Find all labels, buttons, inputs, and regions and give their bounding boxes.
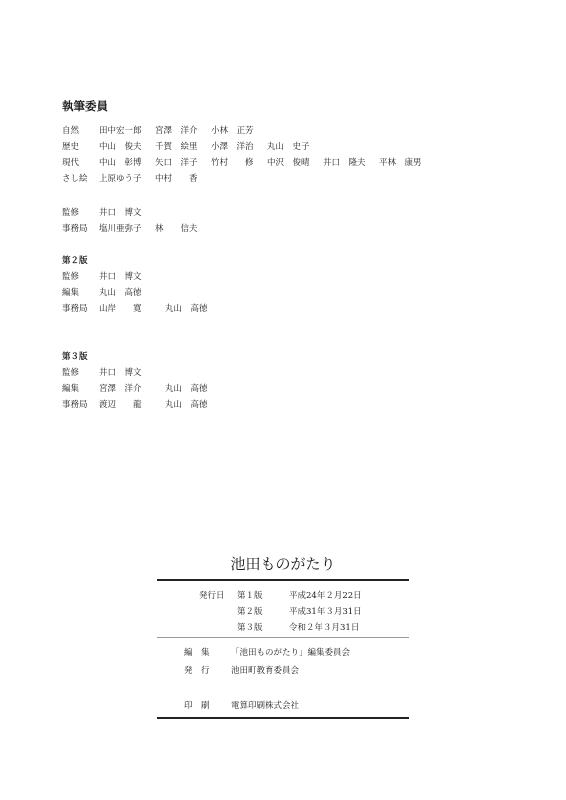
issue-date: 令和２年３月31日 [289, 623, 360, 633]
ed3-secretariat-row [0, 398, 566, 412]
ed2-supervisor-row [0, 270, 566, 284]
name: 小林 正芳 [211, 126, 254, 136]
publish-label: 発 行 [184, 666, 210, 676]
name: 井口 博文 [99, 208, 142, 218]
staff-heading: 執筆委員 [62, 99, 108, 113]
edit-label: 編 集 [184, 648, 210, 658]
row-label: 事務局 [62, 400, 88, 410]
colophon-bottom-rule [157, 717, 409, 719]
row-label: 監修 [62, 368, 80, 378]
issue-edition: 第１版 [237, 591, 263, 601]
name: 渡辺 龍 [99, 400, 142, 410]
name: 平林 康男 [379, 158, 422, 168]
staff-row-modern [0, 156, 566, 170]
name: 中村 香 [155, 174, 198, 184]
name: 千賀 絵里 [155, 142, 198, 152]
row-label: 編集 [62, 384, 80, 394]
row-label: 自然 [62, 126, 80, 136]
name: 宮澤 洋介 [155, 126, 198, 136]
name: 丸山 高徳 [165, 400, 208, 410]
edition2-heading: 第２版 [62, 256, 88, 266]
name: 上原ゆう子 [99, 174, 142, 184]
name: 井口 博文 [99, 368, 142, 378]
name: 竹村 修 [211, 158, 254, 168]
name: 井口 隆夫 [323, 158, 366, 168]
row-label: 事務局 [62, 304, 88, 314]
ed2-editor-row [0, 286, 566, 300]
ed3-editor-row [0, 382, 566, 396]
issue-date: 平成31年３月31日 [289, 607, 362, 617]
name: 宮澤 洋介 [99, 384, 142, 394]
print-value: 電算印刷株式会社 [231, 701, 300, 711]
colophon-title: 池田ものがたり [230, 555, 336, 573]
name: 丸山 高徳 [165, 384, 208, 394]
name: 中山 彰博 [99, 158, 142, 168]
row-label: 監修 [62, 208, 80, 218]
row-label: 事務局 [62, 224, 88, 234]
row-label: さし絵 [62, 174, 88, 184]
name: 井口 博文 [99, 272, 142, 282]
name: 塩川亜弥子 [99, 224, 142, 234]
row-label: 歴史 [62, 142, 80, 152]
name: 中山 俊夫 [99, 142, 142, 152]
edition3-heading: 第３版 [62, 352, 88, 362]
colophon-top-rule [157, 579, 409, 581]
staff-row-history [0, 140, 566, 154]
edit-value: 「池田ものがたり」編集委員会 [231, 648, 351, 658]
issue-edition: 第３版 [237, 623, 263, 633]
name: 小澤 洋治 [211, 142, 254, 152]
issue-label: 発行日 [199, 591, 225, 601]
ed3-supervisor-row [0, 366, 566, 380]
colophon-mid-rule [157, 637, 409, 638]
name: 山岸 寛 [99, 304, 142, 314]
name: 丸山 史子 [267, 142, 310, 152]
name: 中沢 俊晴 [267, 158, 310, 168]
staff-row-illustration [0, 172, 566, 186]
name: 矢口 洋子 [155, 158, 198, 168]
secretariat-row [0, 222, 566, 236]
print-label: 印 刷 [184, 701, 210, 711]
ed2-secretariat-row [0, 302, 566, 316]
issue-date: 平成24年２月22日 [289, 591, 362, 601]
publish-value: 池田町教育委員会 [231, 666, 300, 676]
name: 田中宏一郎 [99, 126, 142, 136]
row-label: 監修 [62, 272, 80, 282]
name: 林 信夫 [155, 224, 198, 234]
row-label: 編集 [62, 288, 80, 298]
issue-edition: 第２版 [237, 607, 263, 617]
name: 丸山 高徳 [99, 288, 142, 298]
supervisor-row [0, 206, 566, 220]
row-label: 現代 [62, 158, 80, 168]
name: 丸山 高徳 [165, 304, 208, 314]
staff-row-nature [0, 124, 566, 138]
